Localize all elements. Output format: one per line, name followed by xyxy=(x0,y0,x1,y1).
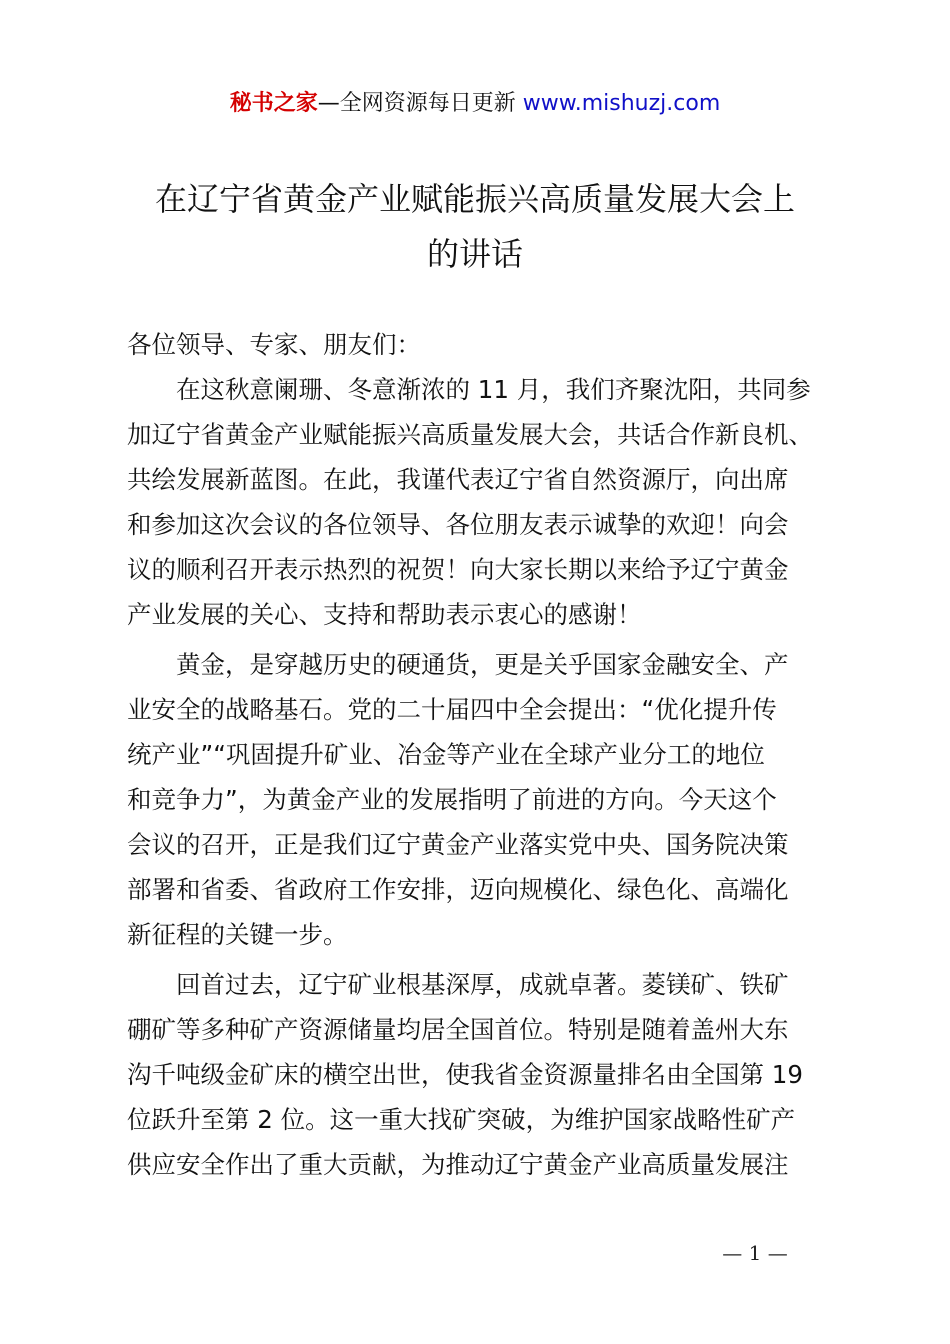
title-line: 的讲话 xyxy=(426,235,523,273)
salutation: 各位领导、专家、朋友们： xyxy=(127,330,421,359)
paragraph-1-line: 议的顺利召开表示热烈的祝贺！向大家长期以来给予辽宁黄金 xyxy=(127,555,789,584)
paragraph-1-line: 加辽宁省黄金产业赋能振兴高质量发展大会，共话合作新良机、 xyxy=(127,420,813,449)
paragraph-2-line: 和竞争力”，为黄金产业的发展指明了前进的方向。今天这个 xyxy=(127,785,777,814)
paragraph-2-line: 部署和省委、省政府工作安排，迈向规模化、绿色化、高端化 xyxy=(127,875,789,904)
paragraph-3-line: 硼矿等多种矿产资源储量均居全国首位。特别是随着盖州大东 xyxy=(127,1015,789,1044)
paragraph-2-line: 黄金，是穿越历史的硬通货，更是关乎国家金融安全、产 xyxy=(127,650,789,679)
site-url-link[interactable]: www.mishuzj.com xyxy=(522,91,721,116)
paragraph-3-line: 回首过去，辽宁矿业根基深厚，成就卓著。菱镁矿、铁矿 xyxy=(127,970,789,999)
title-line: 在辽宁省黄金产业赋能振兴高质量发展大会上 xyxy=(154,180,795,218)
paragraph-1-line: 产业发展的关心、支持和帮助表示衷心的感谢！ xyxy=(127,600,642,629)
paragraph-1-line: 在这秋意阑珊、冬意渐浓的 11 月，我们齐聚沈阳，共同参 xyxy=(127,375,811,404)
paragraph-2-line: 新征程的关键一步。 xyxy=(127,920,348,949)
paragraph-2-line: 统产业”“巩固提升矿业、冶金等产业在全球产业分工的地位 xyxy=(127,740,765,769)
header-tagline: 全网资源每日更新 xyxy=(339,91,523,116)
document-title xyxy=(110,172,840,282)
paragraph-2-line: 业安全的战略基石。党的二十届四中全会提出：“优化提升传 xyxy=(127,695,777,724)
paragraph-3-line: 沟千吨级金矿床的横空出世，使我省金资源量排名由全国第 19 xyxy=(127,1060,803,1089)
paragraph-3-line: 供应安全作出了重大贡献，为推动辽宁黄金产业高质量发展注 xyxy=(127,1150,789,1179)
paragraph-1-line: 和参加这次会议的各位领导、各位朋友表示诚挚的欢迎！向会 xyxy=(127,510,789,539)
brand-name: 秘书之家 xyxy=(229,91,318,116)
header-dash: — xyxy=(317,91,340,116)
document-body xyxy=(127,322,837,1187)
paragraph-2-line: 会议的召开，正是我们辽宁黄金产业落实党中央、国务院决策 xyxy=(127,830,789,859)
paragraph-3-line: 位跃升至第 2 位。这一重大找矿突破，为维护国家战略性矿产 xyxy=(127,1105,796,1134)
page-number: — 1 — xyxy=(722,1241,788,1265)
site-header xyxy=(0,88,950,120)
paragraph-1-line: 共绘发展新蓝图。在此，我谨代表辽宁省自然资源厅，向出席 xyxy=(127,465,789,494)
